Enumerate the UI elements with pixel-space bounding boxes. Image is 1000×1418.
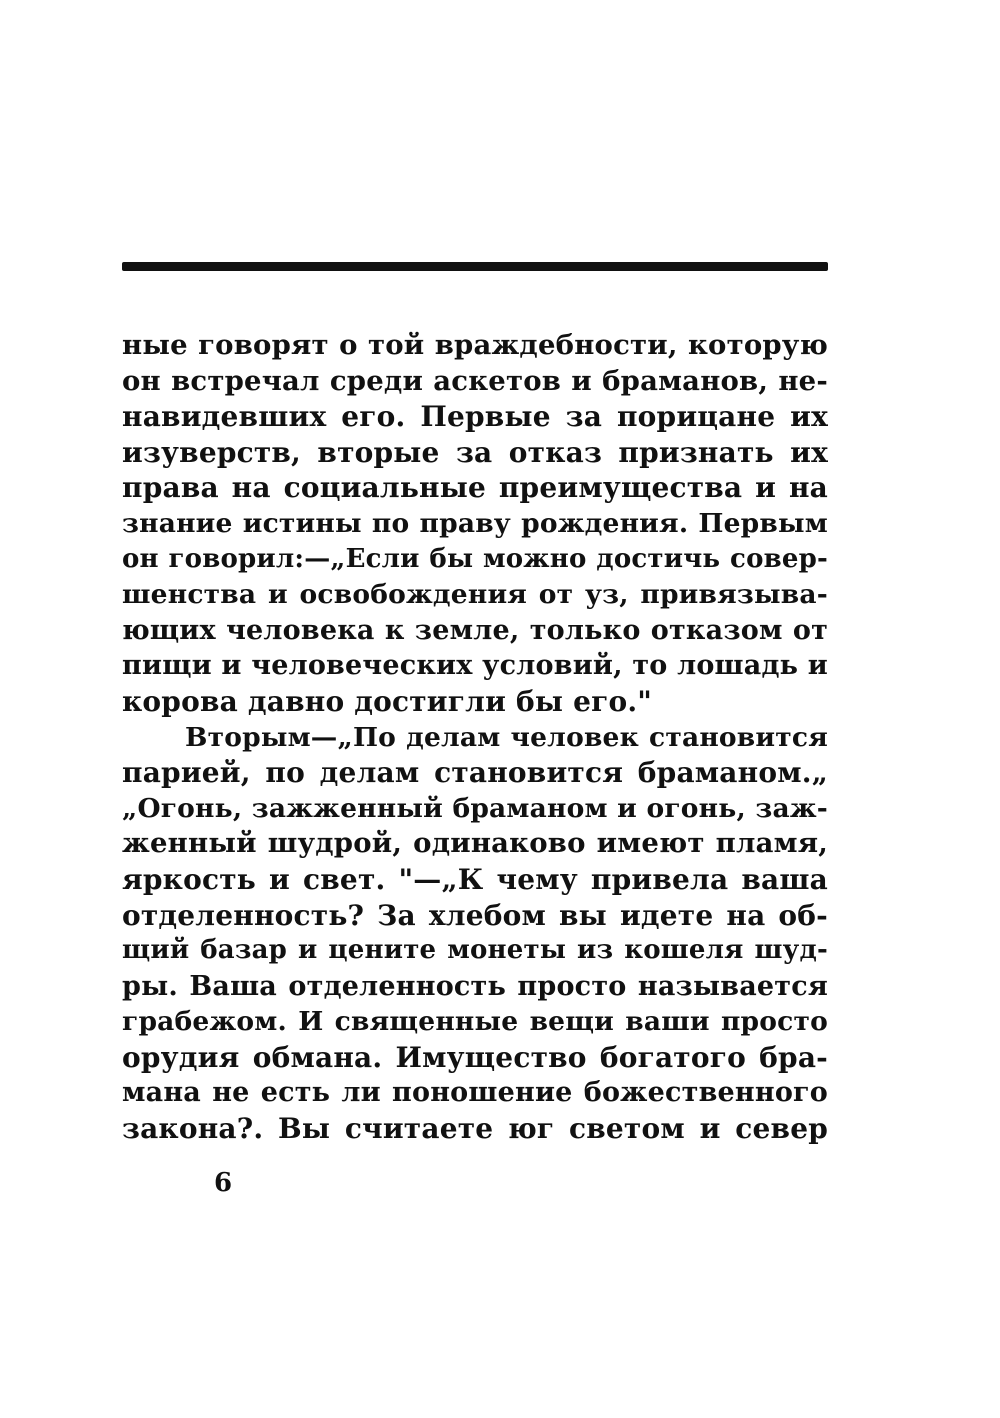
text-line: пищи и человеческих условий, то лошадь и [122,650,829,682]
text-line: изуверств, вторые за отказ признать их [122,435,828,469]
text-line: он встречал среди аскетов и браманов, не- [122,364,828,397]
text-line: парией, по делам становится браманом.„ [122,756,828,790]
text-line: орудия обмана. Имущество богатого бра- [122,1040,828,1074]
text-line: навидевших его. Первые за порицане их [122,400,828,434]
text-line: ющих человека к земле, только отказом от [122,614,828,646]
text-line: он говорил:—„Если бы можно достичь совер- [122,543,828,574]
text-line: „Огонь, зажженный браманом и огонь, заж- [122,792,828,824]
text-line: ры. Ваша отделенность просто называется [122,970,828,1002]
text-line: права на социальные преимущества и на [122,471,828,505]
text-line: Вторым—„По делам человек становится [185,721,828,753]
text-line: корова давно достигли бы его." [122,684,653,718]
text-line: щий базар и цените монеты из кошеля шуд- [122,935,828,966]
text-line: шенства и освобождения от уз, привязыва- [122,579,828,611]
text-line: закона?. Вы считаете юг светом и север [122,1112,828,1146]
text-line: яркость и свет. "—„К чему привела ваша [122,862,828,896]
text-line: отделенность? За хлебом вы идете на об- [122,898,828,932]
paragraph-1 [122,328,828,720]
text-line: ные говорят о той враждебности, которую [122,329,828,361]
text-line: знание истины по праву рождения. Первым [122,507,828,539]
text-line: женный шудрой, одинаково имеют пламя, [122,827,828,860]
body-text [122,328,828,1147]
text-line: мана не есть ли поношение божественного [122,1077,828,1109]
page-number: 6 [214,1168,233,1198]
paragraph-2 [122,720,828,1147]
text-line: грабежом. И священные вещи ваши просто [122,1006,828,1038]
header-rule [122,262,828,271]
